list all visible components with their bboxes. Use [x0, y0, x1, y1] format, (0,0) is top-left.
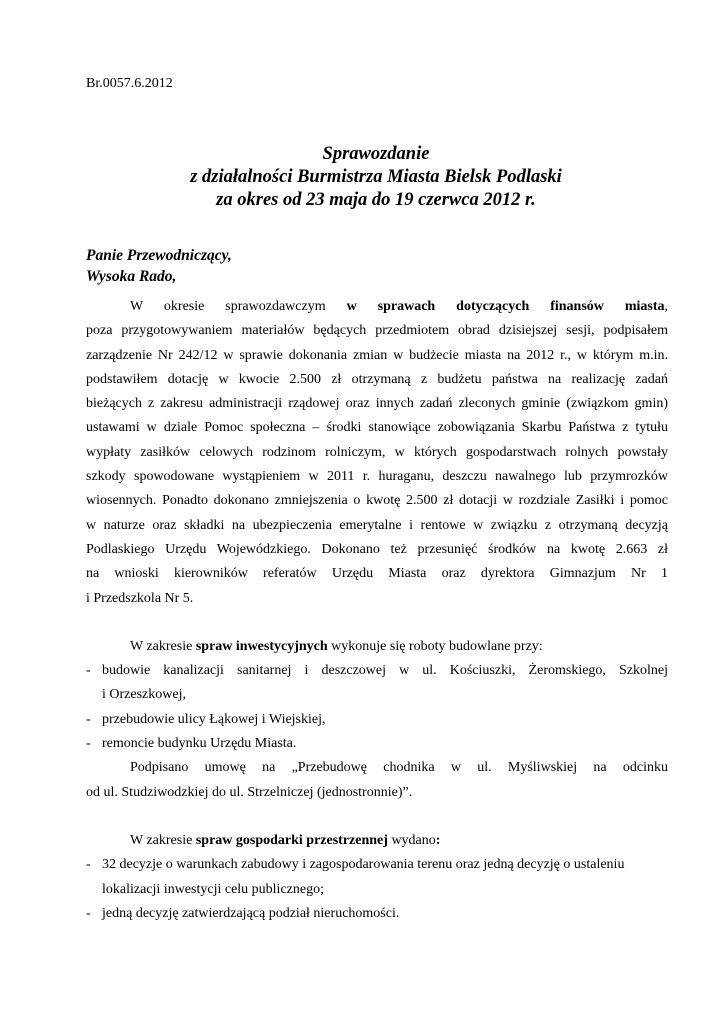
- finance-section-label: w sprawach dotyczących finansów miasta: [346, 299, 665, 314]
- paragraph-line: Podlaskiego Urzędu Wojewódzkiego. Dokonano też przesunięć środków na kwotę 2.663 zł: [86, 541, 668, 557]
- paragraph-line: Podpisano umowę na „Przebudowę chodnika w ul. Myśliwskiej na odcinku: [130, 760, 668, 776]
- paragraph-line: szkody spowodowane wystąpieniem w 2011 r. huraganu, deszczu nawalnego lub przymrozków: [86, 469, 668, 485]
- paragraph-line: poza przygotowywaniem materiałów będących przedmiotem obrad dzisiejszej sesji, podpisałem: [86, 323, 668, 339]
- document-reference: Br.0057.6.2012: [86, 76, 173, 91]
- investment-paragraph: [86, 635, 668, 805]
- title-line: za okres od 23 maja do 19 czerwca 2012 r.: [216, 190, 536, 210]
- bullet-dash: -: [86, 711, 91, 727]
- list-item: - przebudowie ulicy Łąkowej i Wiejskiej,: [86, 708, 668, 732]
- salutation-line: Panie Przewodniczący,: [86, 247, 232, 264]
- bullet-dash: -: [86, 905, 91, 921]
- paragraph-line: W zakresie spraw inwestycyjnych wykonuje się roboty budowlane przy:: [130, 638, 543, 654]
- paragraph-line: wypłaty zasiłków celowych rodzinom rolniczym, w których gospodarstwach rolnych powstały: [86, 444, 668, 460]
- list-item-continuation: lokalizacji inwestycji celu publicznego;: [102, 881, 324, 897]
- salutation-line: Wysoka Rado,: [86, 268, 177, 285]
- report-body: [86, 295, 668, 926]
- paragraph-line: W zakresie spraw gospodarki przestrzennej wydano:: [130, 832, 441, 848]
- bullet-dash: -: [86, 663, 91, 679]
- paragraph-line: ustawami w dziale Pomoc społeczna – środki stanowiące zobowiązania Skarbu Państwa z tytułu: [86, 420, 668, 436]
- paragraph-line: i Przedszkola Nr 5.: [86, 590, 194, 606]
- title-line: z działalności Burmistrza Miasta Bielsk Podlaski: [190, 167, 562, 187]
- investment-section-label: spraw inwestycyjnych: [195, 638, 328, 654]
- paragraph-line: wiosennych. Ponadto dokonano zmniejszenia o kwotę 2.500 zł dotacji w rozdziale Zasiłki i pomoc: [86, 493, 668, 509]
- report-title: [86, 143, 666, 212]
- list-item: - remoncie budynku Urzędu Miasta.: [86, 732, 668, 756]
- finance-paragraph: [86, 295, 668, 611]
- salutation: [86, 245, 232, 287]
- paragraph-line: W okresie sprawozdawczym w sprawach dotyczących finansów miasta,: [130, 299, 668, 314]
- paragraph-line: podstawiłem dotację w kwocie 2.500 zł otrzymaną z budżetu państwa na realizację zadań: [86, 371, 668, 387]
- paragraph-line: zarządzenie Nr 242/12 w sprawie dokonania zmian w budżecie miasta na 2012 r., w którym m.in.: [86, 347, 668, 363]
- list-item: - budowie kanalizacji sanitarnej i deszczowej w ul. Kościuszki, Żeromskiego, Szkolnej: [86, 659, 668, 683]
- title-line: Sprawozdanie: [322, 144, 430, 164]
- list-item: - 32 decyzje o warunkach zabudowy i zagospodarowania terenu oraz jedną decyzję o ustaleniu: [86, 853, 668, 877]
- bullet-dash: -: [86, 736, 91, 752]
- list-item: - jedną decyzję zatwierdzającą podział nieruchomości.: [86, 902, 668, 926]
- planning-section-label: spraw gospodarki przestrzennej: [195, 832, 388, 848]
- paragraph-line: na wnioski kierowników referatów Urzędu Miasta oraz dyrektora Gimnazjum Nr 1: [86, 566, 668, 582]
- paragraph-line: w naturze oraz składki na ubezpieczenia emerytalne i rentowe w związku z otrzymaną decyzją: [86, 517, 668, 533]
- bullet-dash: -: [86, 857, 91, 873]
- paragraph-line: bieżących z zakresu administracji rządowej oraz innych zadań zleconych gminie (związkom gmin): [86, 396, 668, 412]
- paragraph-line: od ul. Studziwodzkiej do ul. Strzelniczej (jednostronnie)”.: [86, 784, 413, 800]
- planning-paragraph: [86, 829, 668, 926]
- list-item-continuation: i Orzeszkowej,: [102, 687, 186, 703]
